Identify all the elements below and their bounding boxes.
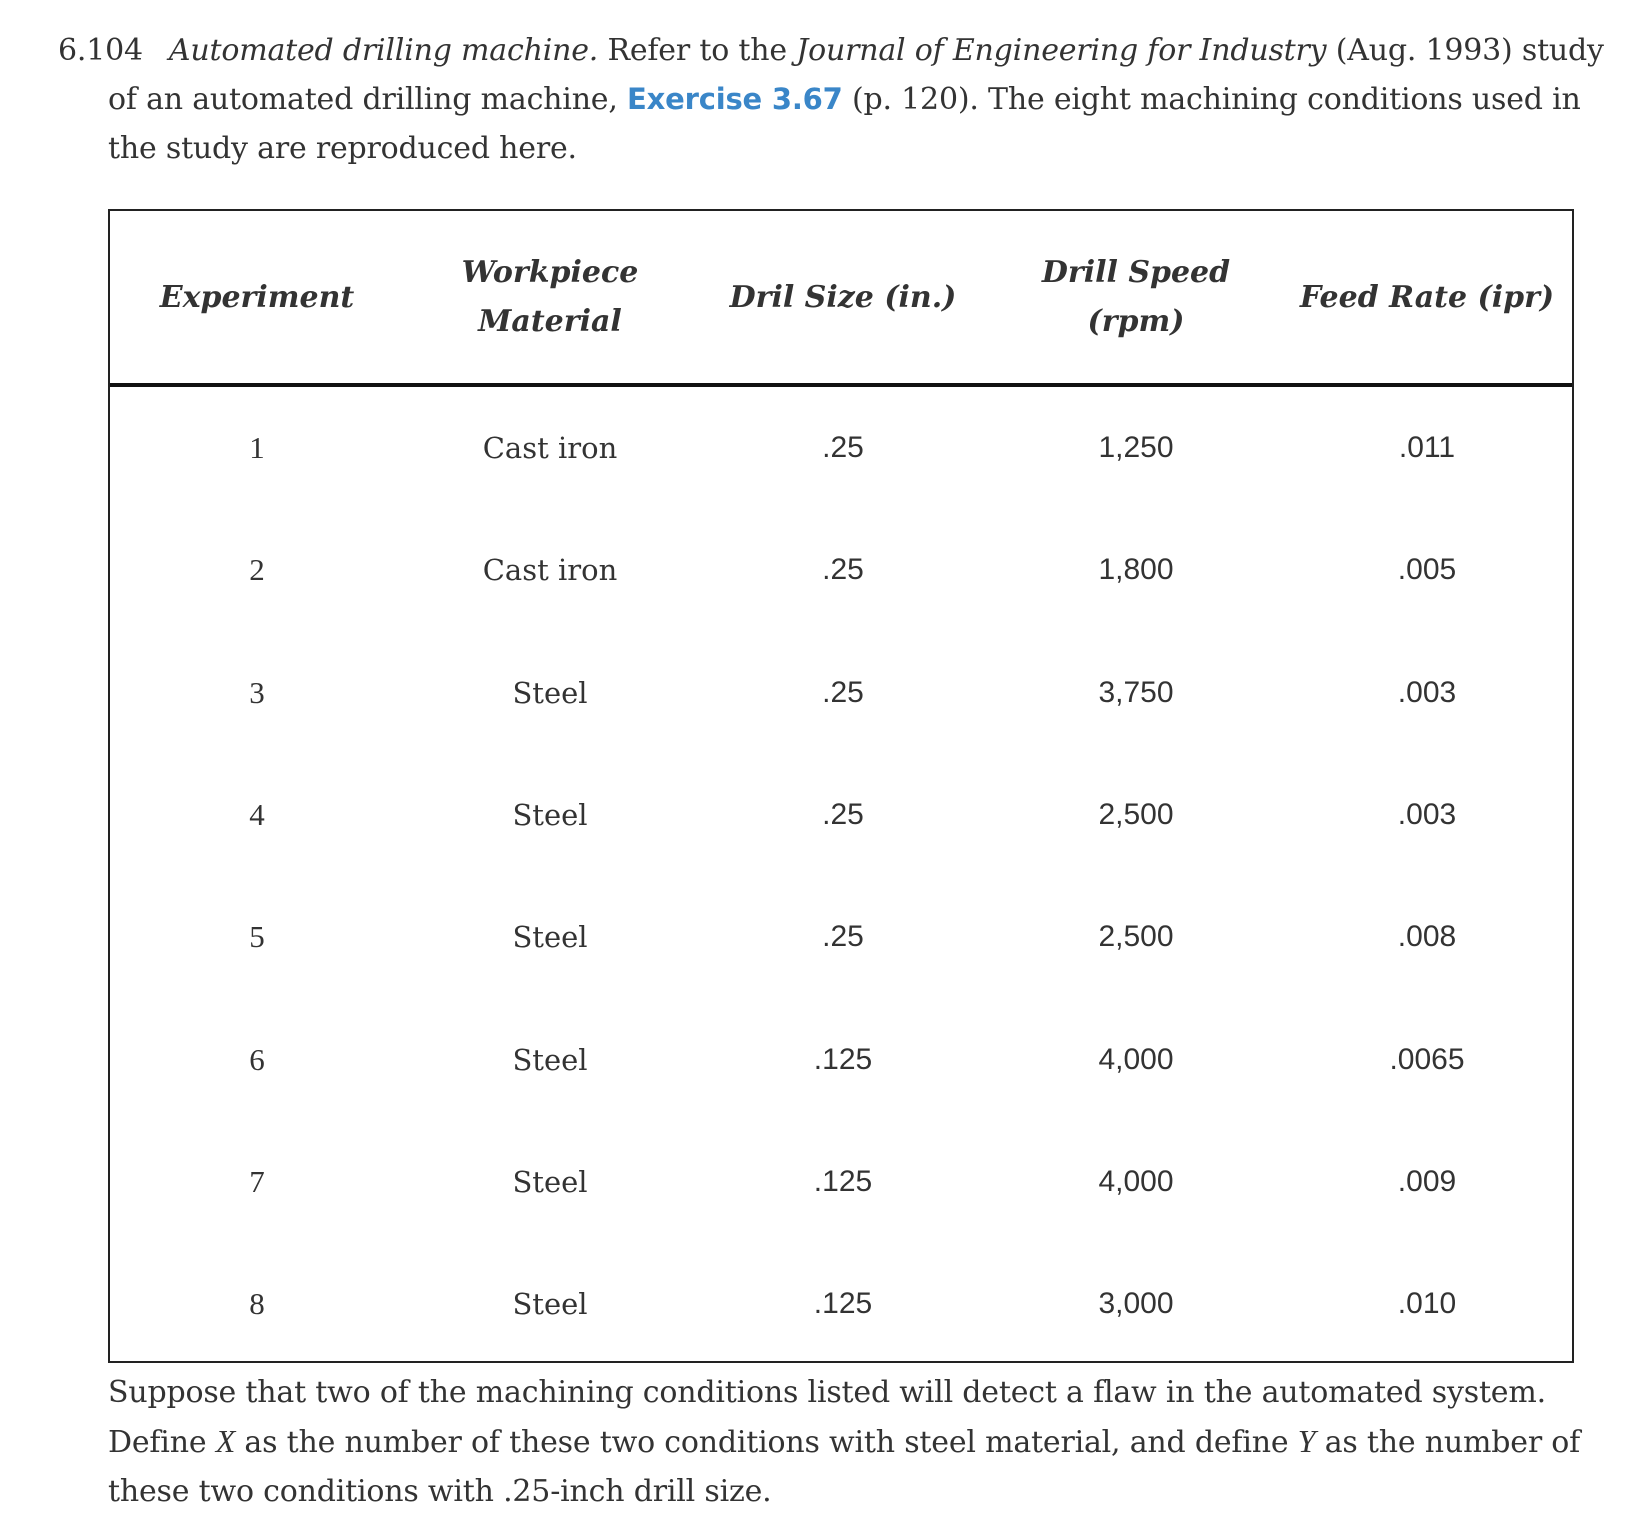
header-experiment: Experiment xyxy=(110,211,404,385)
followup-text-b: as the number of these two conditions with steel material, and define xyxy=(235,1425,1298,1460)
cell-drill-size: .25 xyxy=(822,553,864,587)
cell-feed-rate: .009 xyxy=(1397,1164,1457,1198)
cell-feed-rate: .005 xyxy=(1397,553,1457,587)
problem-number: 6.104 xyxy=(58,33,143,68)
cell-drill-size: .125 xyxy=(813,1287,873,1321)
table-row xyxy=(110,1121,1572,1243)
followup-text-a: Suppose that two of the machining conditions listed will detect a flaw in the automated system. Define xyxy=(108,1375,1546,1460)
table-row xyxy=(110,509,1572,631)
machining-conditions-table xyxy=(108,209,1574,1363)
cell-drill-speed: 3,750 xyxy=(1098,675,1174,709)
cell-material: Steel xyxy=(512,1164,588,1199)
cell-drill-speed: 2,500 xyxy=(1098,920,1174,954)
table-row xyxy=(110,876,1572,998)
cell-experiment: 5 xyxy=(249,919,265,955)
cell-drill-size: .25 xyxy=(822,675,864,709)
table-header xyxy=(110,211,1572,385)
cell-material: Steel xyxy=(512,1287,588,1322)
table-row xyxy=(110,632,1572,754)
cell-drill-speed: 1,250 xyxy=(1098,431,1174,465)
cell-experiment: 7 xyxy=(249,1163,265,1199)
cell-feed-rate: .0065 xyxy=(1389,1042,1465,1076)
followup-text-c: as the number of these two conditions with .25-inch drill size. xyxy=(108,1425,1581,1509)
cell-feed-rate: .010 xyxy=(1397,1287,1457,1321)
problem-intro-a: Refer to the xyxy=(598,33,797,68)
header-drill-speed: Drill Speed (rpm) xyxy=(990,211,1282,385)
cell-drill-speed: 4,000 xyxy=(1098,1164,1174,1198)
table-row xyxy=(110,1243,1572,1365)
header-row xyxy=(110,211,1572,385)
problem-title: Automated drilling machine. xyxy=(168,33,599,68)
exercise-link[interactable]: Exercise 3.67 xyxy=(627,82,843,116)
problem-intro-c: (p. 120). The eight machining conditions used in the study are reproduced here. xyxy=(108,82,1581,166)
table-row xyxy=(110,754,1572,876)
cell-experiment: 6 xyxy=(249,1041,265,1077)
cell-feed-rate: .003 xyxy=(1397,798,1457,832)
cell-drill-speed: 4,000 xyxy=(1098,1042,1174,1076)
cell-feed-rate: .003 xyxy=(1397,675,1457,709)
cell-feed-rate: .011 xyxy=(1398,431,1456,465)
cell-material: Steel xyxy=(512,920,588,955)
table-body xyxy=(110,385,1572,1365)
cell-drill-speed: 2,500 xyxy=(1098,798,1174,832)
cell-feed-rate: .008 xyxy=(1397,920,1457,954)
followup-question xyxy=(108,1368,1588,1516)
cell-material: Cast iron xyxy=(482,553,618,588)
cell-drill-speed: 3,000 xyxy=(1098,1287,1174,1321)
cell-experiment: 3 xyxy=(249,674,265,710)
header-drill-size: Dril Size (in.) xyxy=(696,211,990,385)
cell-drill-speed: 1,800 xyxy=(1098,553,1174,587)
cell-experiment: 1 xyxy=(249,430,265,466)
cell-drill-size: .25 xyxy=(822,798,864,832)
cell-experiment: 4 xyxy=(249,797,265,833)
cell-material: Steel xyxy=(512,798,588,833)
cell-material: Cast iron xyxy=(482,431,618,466)
journal-name: Journal of Engineering for Industry xyxy=(796,33,1327,68)
cell-material: Steel xyxy=(512,675,588,710)
problem-intro-b: (Aug. 1993) study of an automated drilling machine, xyxy=(108,33,1604,117)
variable-x: X xyxy=(215,1423,236,1459)
cell-drill-size: .25 xyxy=(822,431,864,465)
cell-drill-size: .25 xyxy=(822,920,864,954)
header-workpiece-material: Workpiece Material xyxy=(404,211,696,385)
cell-experiment: 2 xyxy=(249,552,265,588)
cell-material: Steel xyxy=(512,1042,588,1077)
cell-experiment: 8 xyxy=(249,1286,265,1322)
header-feed-rate: Feed Rate (ipr) xyxy=(1282,211,1572,385)
cell-drill-size: .125 xyxy=(813,1042,873,1076)
table-row xyxy=(110,998,1572,1120)
problem-statement xyxy=(58,26,1628,173)
data-table xyxy=(110,211,1572,1365)
variable-y: Y xyxy=(1297,1423,1316,1459)
cell-drill-size: .125 xyxy=(813,1164,873,1198)
table-row xyxy=(110,385,1572,509)
